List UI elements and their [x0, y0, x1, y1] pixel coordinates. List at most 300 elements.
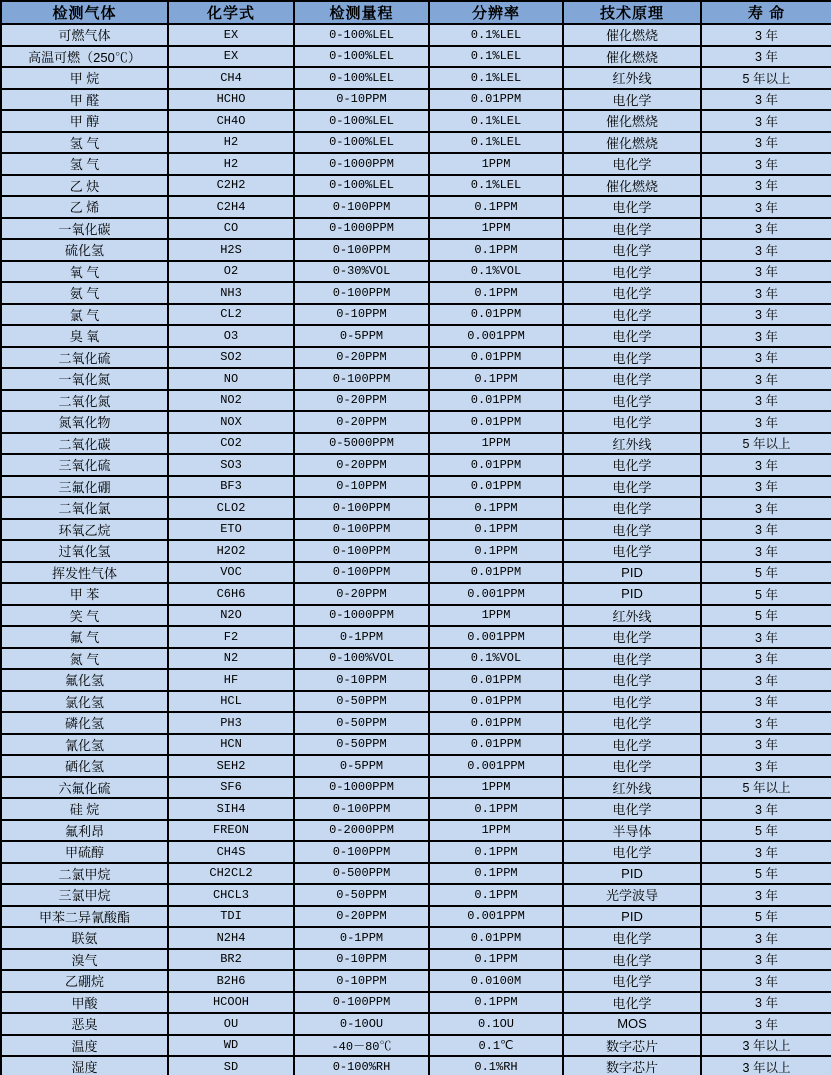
- cell-range: 0-20PPM: [294, 411, 429, 433]
- table-row: [1, 669, 831, 691]
- cell-principle: PID: [563, 583, 701, 605]
- cell-formula: ETO: [168, 519, 294, 541]
- cell-lifespan: 5 年以上: [701, 777, 831, 799]
- cell-resolution: 0.1%LEL: [429, 132, 563, 154]
- table-row: [1, 906, 831, 928]
- cell-gas: 甲 苯: [1, 583, 168, 605]
- cell-principle: 电化学: [563, 669, 701, 691]
- cell-gas: 温度: [1, 1035, 168, 1057]
- cell-resolution: 0.1PPM: [429, 863, 563, 885]
- cell-resolution: 0.01PPM: [429, 347, 563, 369]
- cell-range: 0-10PPM: [294, 89, 429, 111]
- cell-gas: 六氟化硫: [1, 777, 168, 799]
- cell-formula: HF: [168, 669, 294, 691]
- cell-gas: 一氧化氮: [1, 368, 168, 390]
- cell-range: 0-500PPM: [294, 863, 429, 885]
- cell-gas: 甲 醇: [1, 110, 168, 132]
- cell-formula: B2H6: [168, 970, 294, 992]
- cell-gas: 溴气: [1, 949, 168, 971]
- cell-principle: 电化学: [563, 261, 701, 283]
- cell-lifespan: 3 年: [701, 519, 831, 541]
- cell-lifespan: 3 年: [701, 691, 831, 713]
- table-row: [1, 368, 831, 390]
- cell-lifespan: 5 年: [701, 863, 831, 885]
- table-row: [1, 89, 831, 111]
- cell-formula: EX: [168, 46, 294, 68]
- cell-resolution: 0.1PPM: [429, 949, 563, 971]
- table-row: [1, 218, 831, 240]
- cell-resolution: 0.01PPM: [429, 411, 563, 433]
- table-row: [1, 132, 831, 154]
- cell-lifespan: 3 年: [701, 132, 831, 154]
- cell-formula: HCL: [168, 691, 294, 713]
- cell-formula: CLO2: [168, 497, 294, 519]
- cell-resolution: 0.1PPM: [429, 239, 563, 261]
- cell-range: 0-1000PPM: [294, 777, 429, 799]
- cell-formula: C6H6: [168, 583, 294, 605]
- table-row: [1, 605, 831, 627]
- table-row: [1, 411, 831, 433]
- cell-gas: 乙 烯: [1, 196, 168, 218]
- cell-range: 0-50PPM: [294, 712, 429, 734]
- cell-principle: 电化学: [563, 411, 701, 433]
- cell-lifespan: 3 年: [701, 24, 831, 46]
- cell-principle: 数字芯片: [563, 1056, 701, 1075]
- cell-gas: 恶臭: [1, 1013, 168, 1035]
- cell-range: 0-20PPM: [294, 390, 429, 412]
- cell-lifespan: 5 年以上: [701, 433, 831, 455]
- cell-principle: 电化学: [563, 347, 701, 369]
- cell-range: 0-100PPM: [294, 562, 429, 584]
- cell-range: 0-1000PPM: [294, 153, 429, 175]
- cell-formula: H2: [168, 153, 294, 175]
- cell-range: 0-1000PPM: [294, 218, 429, 240]
- cell-principle: 电化学: [563, 540, 701, 562]
- cell-gas: 三氯甲烷: [1, 884, 168, 906]
- cell-principle: 电化学: [563, 89, 701, 111]
- cell-formula: OU: [168, 1013, 294, 1035]
- cell-range: 0-1PPM: [294, 626, 429, 648]
- cell-principle: 电化学: [563, 755, 701, 777]
- cell-formula: FREON: [168, 820, 294, 842]
- cell-range: 0-5PPM: [294, 755, 429, 777]
- cell-lifespan: 5 年: [701, 583, 831, 605]
- cell-principle: 红外线: [563, 777, 701, 799]
- cell-principle: 光学波导: [563, 884, 701, 906]
- cell-resolution: 0.1%LEL: [429, 67, 563, 89]
- cell-formula: CO2: [168, 433, 294, 455]
- cell-range: 0-100PPM: [294, 497, 429, 519]
- cell-lifespan: 3 年: [701, 476, 831, 498]
- cell-range: 0-10PPM: [294, 949, 429, 971]
- cell-gas: 硒化氢: [1, 755, 168, 777]
- cell-gas: 乙 炔: [1, 175, 168, 197]
- cell-gas: 湿度: [1, 1056, 168, 1075]
- cell-principle: 电化学: [563, 949, 701, 971]
- cell-formula: BF3: [168, 476, 294, 498]
- cell-gas: 高温可燃（250℃）: [1, 46, 168, 68]
- cell-formula: NO: [168, 368, 294, 390]
- cell-gas: 硅 烷: [1, 798, 168, 820]
- cell-lifespan: 3 年: [701, 89, 831, 111]
- cell-formula: CH4S: [168, 841, 294, 863]
- cell-range: 0-100%LEL: [294, 132, 429, 154]
- cell-formula: EX: [168, 24, 294, 46]
- table-row: [1, 626, 831, 648]
- cell-formula: SIH4: [168, 798, 294, 820]
- cell-principle: MOS: [563, 1013, 701, 1035]
- cell-range: 0-100%LEL: [294, 67, 429, 89]
- cell-formula: H2S: [168, 239, 294, 261]
- cell-formula: SO2: [168, 347, 294, 369]
- cell-resolution: 0.001PPM: [429, 906, 563, 928]
- cell-resolution: 1PPM: [429, 820, 563, 842]
- cell-principle: 电化学: [563, 798, 701, 820]
- table-row: [1, 24, 831, 46]
- header-cell-formula: 化学式: [168, 1, 294, 24]
- table-row: [1, 196, 831, 218]
- cell-lifespan: 3 年: [701, 755, 831, 777]
- table-row: [1, 1035, 831, 1057]
- cell-lifespan: 3 年: [701, 669, 831, 691]
- cell-principle: 电化学: [563, 712, 701, 734]
- table-row: [1, 325, 831, 347]
- cell-resolution: 0.01PPM: [429, 669, 563, 691]
- cell-resolution: 0.1%RH: [429, 1056, 563, 1075]
- cell-formula: NH3: [168, 282, 294, 304]
- cell-principle: PID: [563, 863, 701, 885]
- cell-lifespan: 3 年: [701, 261, 831, 283]
- cell-principle: 电化学: [563, 927, 701, 949]
- cell-resolution: 0.1PPM: [429, 884, 563, 906]
- cell-formula: NOX: [168, 411, 294, 433]
- table-row: [1, 454, 831, 476]
- cell-gas: 联氨: [1, 927, 168, 949]
- cell-resolution: 0.1PPM: [429, 992, 563, 1014]
- table-row: [1, 1013, 831, 1035]
- cell-lifespan: 5 年以上: [701, 67, 831, 89]
- table-row: [1, 239, 831, 261]
- table-row: [1, 884, 831, 906]
- cell-resolution: 0.1PPM: [429, 540, 563, 562]
- cell-gas: 臭 氧: [1, 325, 168, 347]
- cell-lifespan: 3 年: [701, 390, 831, 412]
- cell-formula: CH2CL2: [168, 863, 294, 885]
- table-row: [1, 755, 831, 777]
- cell-principle: 电化学: [563, 218, 701, 240]
- cell-resolution: 0.1PPM: [429, 497, 563, 519]
- cell-lifespan: 3 年: [701, 949, 831, 971]
- cell-resolution: 0.01PPM: [429, 304, 563, 326]
- cell-resolution: 1PPM: [429, 433, 563, 455]
- table-row: [1, 67, 831, 89]
- cell-range: 0-50PPM: [294, 884, 429, 906]
- cell-lifespan: 3 年: [701, 46, 831, 68]
- cell-range: -40－80℃: [294, 1035, 429, 1057]
- cell-formula: C2H4: [168, 196, 294, 218]
- cell-range: 0-10PPM: [294, 669, 429, 691]
- cell-principle: 电化学: [563, 368, 701, 390]
- table-row: [1, 46, 831, 68]
- cell-gas: 二氧化氮: [1, 390, 168, 412]
- table-row: [1, 304, 831, 326]
- cell-lifespan: 3 年: [701, 411, 831, 433]
- cell-resolution: 0.1PPM: [429, 368, 563, 390]
- cell-resolution: 1PPM: [429, 605, 563, 627]
- cell-resolution: 0.01PPM: [429, 89, 563, 111]
- cell-lifespan: 3 年: [701, 1013, 831, 1035]
- cell-lifespan: 3 年: [701, 648, 831, 670]
- table-row: [1, 476, 831, 498]
- cell-lifespan: 3 年: [701, 712, 831, 734]
- cell-resolution: 0.01PPM: [429, 691, 563, 713]
- cell-resolution: 0.01PPM: [429, 454, 563, 476]
- cell-lifespan: 5 年: [701, 906, 831, 928]
- cell-formula: H2: [168, 132, 294, 154]
- table-row: [1, 648, 831, 670]
- cell-principle: 催化燃烧: [563, 46, 701, 68]
- cell-lifespan: 5 年: [701, 605, 831, 627]
- cell-principle: 电化学: [563, 519, 701, 541]
- cell-gas: 磷化氢: [1, 712, 168, 734]
- cell-principle: PID: [563, 562, 701, 584]
- cell-lifespan: 3 年: [701, 110, 831, 132]
- cell-formula: WD: [168, 1035, 294, 1057]
- cell-principle: 数字芯片: [563, 1035, 701, 1057]
- cell-gas: 二氧化碳: [1, 433, 168, 455]
- table-row: [1, 841, 831, 863]
- table-row: [1, 949, 831, 971]
- cell-principle: 电化学: [563, 497, 701, 519]
- cell-gas: 氟化氢: [1, 669, 168, 691]
- cell-resolution: 0.1PPM: [429, 798, 563, 820]
- header-row: [1, 1, 831, 24]
- header-cell-resolution: 分辨率: [429, 1, 563, 24]
- cell-formula: NO2: [168, 390, 294, 412]
- table-row: [1, 261, 831, 283]
- table-row: [1, 798, 831, 820]
- table-row: [1, 927, 831, 949]
- cell-resolution: 0.001PPM: [429, 626, 563, 648]
- cell-range: 0-50PPM: [294, 734, 429, 756]
- cell-gas: 氢 气: [1, 132, 168, 154]
- table-row: [1, 562, 831, 584]
- cell-principle: 电化学: [563, 648, 701, 670]
- cell-lifespan: 3 年: [701, 218, 831, 240]
- table-row: [1, 540, 831, 562]
- cell-resolution: 0.1℃: [429, 1035, 563, 1057]
- cell-formula: CL2: [168, 304, 294, 326]
- cell-gas: 三氧化硫: [1, 454, 168, 476]
- cell-lifespan: 3 年: [701, 304, 831, 326]
- cell-principle: 催化燃烧: [563, 175, 701, 197]
- cell-resolution: 0.1PPM: [429, 282, 563, 304]
- cell-gas: 可燃气体: [1, 24, 168, 46]
- cell-lifespan: 3 年: [701, 153, 831, 175]
- cell-lifespan: 3 年: [701, 841, 831, 863]
- cell-lifespan: 3 年: [701, 497, 831, 519]
- cell-range: 0-100%LEL: [294, 24, 429, 46]
- cell-formula: CO: [168, 218, 294, 240]
- table-row: [1, 282, 831, 304]
- cell-principle: PID: [563, 906, 701, 928]
- cell-formula: F2: [168, 626, 294, 648]
- table-row: [1, 519, 831, 541]
- cell-gas: 二氧化硫: [1, 347, 168, 369]
- cell-gas: 氧 气: [1, 261, 168, 283]
- cell-formula: SO3: [168, 454, 294, 476]
- cell-range: 0-20PPM: [294, 906, 429, 928]
- cell-gas: 氟 气: [1, 626, 168, 648]
- cell-gas: 三氟化硼: [1, 476, 168, 498]
- cell-resolution: 0.01PPM: [429, 927, 563, 949]
- cell-gas: 氢 气: [1, 153, 168, 175]
- cell-resolution: 0.01PPM: [429, 734, 563, 756]
- cell-lifespan: 3 年: [701, 239, 831, 261]
- cell-resolution: 0.1%LEL: [429, 110, 563, 132]
- cell-formula: CHCL3: [168, 884, 294, 906]
- cell-range: 0-50PPM: [294, 691, 429, 713]
- cell-formula: VOC: [168, 562, 294, 584]
- cell-principle: 催化燃烧: [563, 132, 701, 154]
- table-row: [1, 497, 831, 519]
- cell-range: 0-1000PPM: [294, 605, 429, 627]
- cell-range: 0-100PPM: [294, 196, 429, 218]
- cell-resolution: 0.1PPM: [429, 519, 563, 541]
- cell-lifespan: 3 年: [701, 540, 831, 562]
- table-body: [1, 24, 831, 1075]
- cell-range: 0-100%LEL: [294, 110, 429, 132]
- cell-gas: 氟利昂: [1, 820, 168, 842]
- cell-range: 0-20PPM: [294, 347, 429, 369]
- cell-range: 0-100%LEL: [294, 175, 429, 197]
- cell-gas: 甲 烷: [1, 67, 168, 89]
- cell-resolution: 0.1%LEL: [429, 46, 563, 68]
- cell-range: 0-5000PPM: [294, 433, 429, 455]
- cell-gas: 氯 气: [1, 304, 168, 326]
- cell-resolution: 0.1%LEL: [429, 24, 563, 46]
- cell-resolution: 1PPM: [429, 218, 563, 240]
- cell-formula: O3: [168, 325, 294, 347]
- cell-lifespan: 3 年: [701, 992, 831, 1014]
- cell-gas: 氮氧化物: [1, 411, 168, 433]
- cell-lifespan: 5 年: [701, 820, 831, 842]
- cell-formula: N2O: [168, 605, 294, 627]
- table-row: [1, 110, 831, 132]
- cell-lifespan: 3 年: [701, 626, 831, 648]
- header-cell-lifespan: 寿 命: [701, 1, 831, 24]
- cell-range: 0-100PPM: [294, 368, 429, 390]
- cell-range: 0-20PPM: [294, 454, 429, 476]
- cell-formula: HCN: [168, 734, 294, 756]
- table-row: [1, 153, 831, 175]
- cell-range: 0-10PPM: [294, 304, 429, 326]
- cell-principle: 红外线: [563, 67, 701, 89]
- table-row: [1, 863, 831, 885]
- cell-principle: 电化学: [563, 390, 701, 412]
- cell-gas: 二氯甲烷: [1, 863, 168, 885]
- cell-lifespan: 3 年: [701, 970, 831, 992]
- cell-gas: 氨 气: [1, 282, 168, 304]
- table-row: [1, 390, 831, 412]
- cell-range: 0-2000PPM: [294, 820, 429, 842]
- cell-lifespan: 3 年: [701, 175, 831, 197]
- table-row: [1, 970, 831, 992]
- cell-resolution: 0.01PPM: [429, 562, 563, 584]
- table-row: [1, 734, 831, 756]
- cell-range: 0-100%RH: [294, 1056, 429, 1075]
- cell-formula: BR2: [168, 949, 294, 971]
- cell-lifespan: 3 年以上: [701, 1035, 831, 1057]
- cell-principle: 电化学: [563, 476, 701, 498]
- cell-principle: 电化学: [563, 841, 701, 863]
- cell-formula: SF6: [168, 777, 294, 799]
- cell-resolution: 0.1%VOL: [429, 261, 563, 283]
- cell-range: 0-10PPM: [294, 476, 429, 498]
- table-row: [1, 777, 831, 799]
- cell-formula: C2H2: [168, 175, 294, 197]
- cell-range: 0-100PPM: [294, 540, 429, 562]
- header-cell-principle: 技术原理: [563, 1, 701, 24]
- cell-principle: 催化燃烧: [563, 110, 701, 132]
- cell-lifespan: 3 年: [701, 368, 831, 390]
- cell-gas: 环氧乙烷: [1, 519, 168, 541]
- cell-principle: 电化学: [563, 626, 701, 648]
- cell-lifespan: 5 年: [701, 562, 831, 584]
- cell-resolution: 0.1PPM: [429, 841, 563, 863]
- cell-gas: 乙硼烷: [1, 970, 168, 992]
- table-row: [1, 583, 831, 605]
- cell-resolution: 0.001PPM: [429, 325, 563, 347]
- cell-range: 0-100%VOL: [294, 648, 429, 670]
- cell-range: 0-100PPM: [294, 841, 429, 863]
- table-row: [1, 992, 831, 1014]
- cell-resolution: 0.1%VOL: [429, 648, 563, 670]
- cell-range: 0-30%VOL: [294, 261, 429, 283]
- cell-range: 0-10PPM: [294, 970, 429, 992]
- cell-principle: 红外线: [563, 433, 701, 455]
- cell-lifespan: 3 年: [701, 927, 831, 949]
- cell-resolution: 1PPM: [429, 777, 563, 799]
- header-cell-gas: 检测气体: [1, 1, 168, 24]
- cell-principle: 电化学: [563, 691, 701, 713]
- cell-principle: 催化燃烧: [563, 24, 701, 46]
- cell-resolution: 0.01PPM: [429, 390, 563, 412]
- cell-formula: PH3: [168, 712, 294, 734]
- cell-formula: CH4O: [168, 110, 294, 132]
- cell-gas: 硫化氢: [1, 239, 168, 261]
- table-row: [1, 175, 831, 197]
- cell-formula: N2H4: [168, 927, 294, 949]
- cell-principle: 电化学: [563, 239, 701, 261]
- cell-principle: 电化学: [563, 153, 701, 175]
- cell-range: 0-100%LEL: [294, 46, 429, 68]
- cell-resolution: 0.1%LEL: [429, 175, 563, 197]
- cell-resolution: 0.1OU: [429, 1013, 563, 1035]
- cell-gas: 甲 醛: [1, 89, 168, 111]
- cell-formula: TDI: [168, 906, 294, 928]
- cell-formula: O2: [168, 261, 294, 283]
- cell-range: 0-100PPM: [294, 798, 429, 820]
- cell-principle: 电化学: [563, 196, 701, 218]
- cell-range: 0-100PPM: [294, 282, 429, 304]
- cell-formula: SD: [168, 1056, 294, 1075]
- cell-resolution: 0.01PPM: [429, 712, 563, 734]
- table-row: [1, 820, 831, 842]
- cell-gas: 一氧化碳: [1, 218, 168, 240]
- cell-resolution: 1PPM: [429, 153, 563, 175]
- cell-formula: N2: [168, 648, 294, 670]
